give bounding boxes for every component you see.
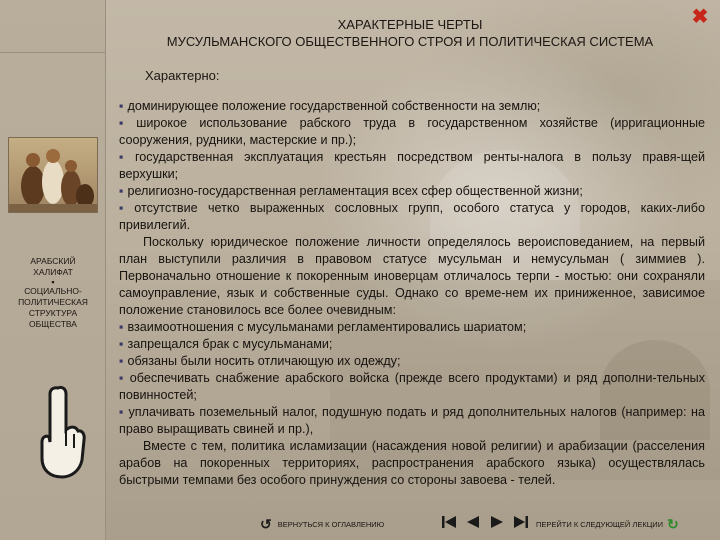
list-item-text: обеспечивать снабжение арабского войска (прежде всего продуктами) и ряд дополни-тельных повинностей; <box>119 371 705 402</box>
first-slide-icon[interactable] <box>440 514 458 530</box>
subtitle: Характерно: <box>145 68 220 83</box>
list-item <box>119 183 705 200</box>
left-divider <box>0 52 106 53</box>
page-title <box>120 16 700 50</box>
bullet-icon: ▪ <box>119 184 124 198</box>
illustration-image <box>8 137 98 213</box>
section-label-line: ХАЛИФАТ <box>33 267 73 277</box>
list-item-text: обязаны были носить отличающую их одежду; <box>127 354 401 368</box>
list-item-text: религиозно-государственная регламентация всех сфер общественной жизни; <box>127 184 583 198</box>
back-to-contents-label: ВЕРНУТЬСЯ К ОГЛАВЛЕНИЮ <box>277 519 385 529</box>
list-item <box>119 149 705 183</box>
list-item-text: широкое использование рабского труда в государственном хозяйстве (ирригационные сооружения, рудники, мастерские и пр.); <box>119 116 705 147</box>
footer-nav <box>260 513 720 537</box>
previous-slide-icon[interactable] <box>464 514 482 530</box>
bullet-icon: ▪ <box>119 116 133 130</box>
list-item <box>119 115 705 149</box>
paragraph: Поскольку юридическое положение личности определялось вероисповеданием, на первый план выступили различия в правовом статусе мусульман и немусульман ( зиммиев ). Первоначально отношение к покоренным иноверцам отличалось терпи - мостью: они сохраняли самоуправление, язык и собственные суды. Однако со време-нем их приниженное, зависимое положение становилось все более очевидным: <box>119 235 705 317</box>
pointing-hand-icon <box>36 384 86 480</box>
bullet-icon: ▪ <box>119 337 124 351</box>
lecture-content <box>119 98 705 489</box>
list-item <box>119 319 705 336</box>
list-item <box>119 336 705 353</box>
list-item-text: отсутствие четко выраженных сословных групп, особого статуса у городов, каких-либо привилегий. <box>119 201 705 232</box>
section-label <box>4 256 102 330</box>
nav-controls <box>440 514 530 530</box>
section-label-line: ПОЛИТИЧЕСКАЯ <box>18 297 88 307</box>
list-item <box>119 200 705 234</box>
back-to-contents-link[interactable] <box>260 517 384 531</box>
last-slide-icon[interactable] <box>512 514 530 530</box>
list-item <box>119 353 705 370</box>
bullet-icon: ▪ <box>119 320 124 334</box>
section-label-line: ОБЩЕСТВА <box>29 319 77 329</box>
next-lecture-label: ПЕРЕЙТИ К СЛЕДУЮЩЕЙ ЛЕКЦИИ <box>536 519 664 529</box>
bullet-icon: ▪ <box>119 201 131 215</box>
list-item-text: доминирующее положение государственной собственности на землю; <box>127 99 541 113</box>
back-arrow-icon: ↺ <box>260 516 272 532</box>
next-slide-icon[interactable] <box>488 514 506 530</box>
next-lecture-link[interactable] <box>536 517 679 531</box>
section-label-line: СОЦИАЛЬНО- <box>24 286 82 296</box>
list-item-text: взаимоотношения с мусульманами регламентировались шариатом; <box>127 320 527 334</box>
bullet-icon: ▪ <box>119 405 125 419</box>
close-icon: ✖ <box>691 5 709 28</box>
figures-illustration <box>9 138 98 213</box>
list-item-text: государственная эксплуатация крестьян посредством ренты-налога в пользу правя-щей верхушки; <box>119 150 705 181</box>
list-item <box>119 404 705 438</box>
list-item-text: запрещался брак с мусульманами; <box>127 337 333 351</box>
title-line-1: ХАРАКТЕРНЫЕ ЧЕРТЫ <box>337 17 483 32</box>
bullet-icon: ▪ <box>119 99 124 113</box>
next-arrow-icon: ↻ <box>667 516 679 532</box>
title-line-2: МУСУЛЬМАНСКОГО ОБЩЕСТВЕННОГО СТРОЯ И ПОЛИТИЧЕСКАЯ СИСТЕМА <box>166 34 654 49</box>
bullet-icon: ▪ <box>119 371 126 385</box>
bullet-icon: ▪ <box>119 354 124 368</box>
list-item <box>119 98 705 115</box>
section-label-line: СТРУКТУРА <box>28 308 78 318</box>
close-button[interactable] <box>690 6 710 26</box>
list-item-text: уплачивать поземельный налог, подушную подать и ряд дополнительных налогов (например: на право выращивать свиней и пр.), <box>119 405 705 436</box>
paragraph: Вместе с тем, политика исламизации (насаждения новой религии) и арабизации (расселения арабов на покоренных территориях, распространения арабского языка) осуществлялась быстрыми темпами без особого принуждения со стороны завоева - телей. <box>119 439 705 487</box>
bullet-icon: ▪ <box>119 150 131 164</box>
section-label-line: АРАБСКИЙ <box>30 256 76 266</box>
section-label-bullet: ▪ <box>51 277 55 287</box>
list-item <box>119 370 705 404</box>
